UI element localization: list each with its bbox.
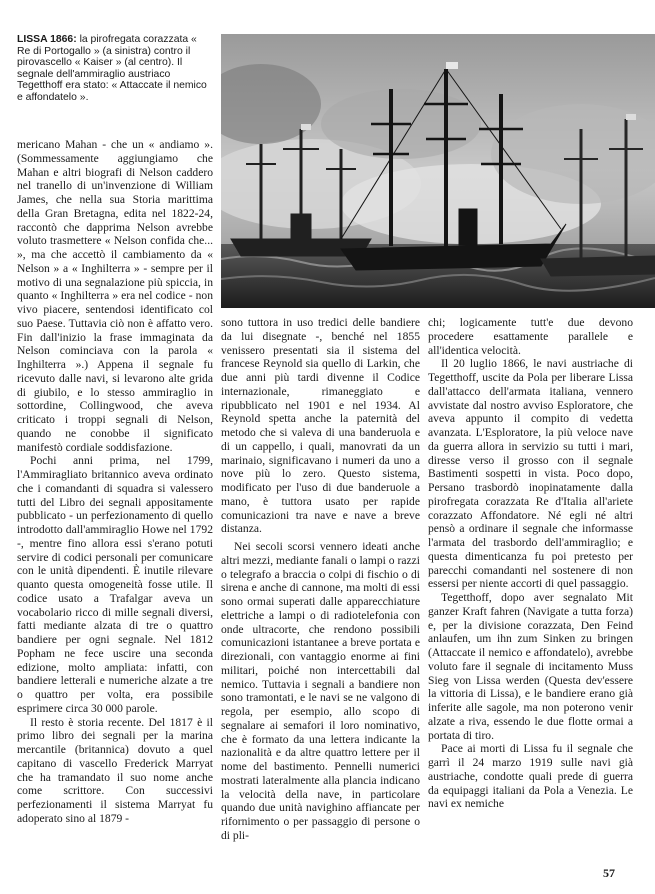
paragraph: Il resto è storia recente. Del 1817 è il primo libro dei segnali per la marina mercantile (britannica) dovuto a quel capitano di vascello Frederick Marryat che ha tramandato il suo nome anche come scrittore. Con successivi perfezionamenti il sistema Marryat fu adoperato sino al 1879 - — [17, 715, 213, 825]
caption-text: la pirofregata corazzata « Re di Portogallo » (a sinistra) contro il pirovascello « Kaiser » (al centro). Il segnale dell'ammiraglio austriaco Tegetthoff era stato: « Attaccate il nemico e affondatelo ». — [17, 34, 207, 103]
paragraph: Pochi anni prima, nel 1799, l'Ammiragliato britannico aveva ordinato che i comandanti di squadra si valessero tutti del Libro dei segnali appositamente pubblicato - un perfezionamento di quello introdotto dall'ammiraglio Howe nel 1792 -, mentre fino allora essi s'erano potuti servire di codici personali per comunicare con le unità dipendenti. È inutile rilevare quanto questa omogeneità fosse utile. Il codice usato a Trafalgar aveva un vocabolario ricco di mille segnali diversi, fatti mediante alzata di tre o quattro bandiere per ogni segnale. Nel 1812 Popham ne fece uscire una seconda edizione, molto ampliata: infatti, con bandiere letterali e numeriche alzate a tre o quattro per volta, era possibile esprimere circa 30 000 parole. — [17, 454, 213, 715]
paragraph: sono tuttora in uso tredici delle bandiere da lui disegnate -, benché nel 1855 venissero presentati sia il sistema del francese Reynold sia quello di Larkin, che due anni più tardi divenne il Codice internazionale, rimaneggiato e ripubblicato nel 1901 e nel 1934. Al Reynold spetta anche la paternità del metodo che si valeva di una banderuola e di un cappello, i quali, manovrati da un marinaio, significavano i numeri da uno a nove più lo zero. Questo sistema, modificato per l'uso di due banderuole a mano, è tuttora usato per rapide comunicazioni tra nave e nave a breve distanza. — [221, 316, 420, 536]
text-column-1 — [17, 138, 213, 826]
text-column-3 — [428, 316, 633, 811]
paragraph: Pace ai morti di Lissa fu il segnale che garrì il 24 marzo 1919 sulle navi già austriache, condotte quali prede di guerra da equipaggi italiani da Pola a Venezia. Le navi ex nemiche — [428, 742, 633, 811]
photo-caption — [17, 34, 212, 104]
page-number: 57 — [603, 866, 615, 880]
paragraph: chi; logicamente tutt'e due devono procedere esattamente parallele e all'identica velocità. — [428, 316, 633, 357]
text-column-2 — [221, 316, 420, 843]
caption-lead: LISSA 1866: — [17, 34, 77, 45]
paragraph: Nei secoli scorsi vennero ideati anche altri mezzi, mediante fanali o lampi o razzi o telegrafo a braccia o colpi di fischio o di sirena e anche di cannone, ma molti di essi sono ormai superati dalle apparecchiature elettriche a lampi o di radiotelefonia con onde ultracorte, che rendono possibili comunicazioni istantanee a breve portata e direzionali, con vantaggio enorme ai fini militari, poiché non intercettabili dal nemico. Tuttavia i segnali a bandiere non sono tramontati, e le navi se ne valgono di regola, per esempio, allo scopo di segnalare ai semafori il loro nominativo, che è formato da una lettera indicante la nazionalità e da altre quattro lettere per il nome del bastimento. Pennelli numerici mostrati lateralmente alla plancia indicano la velocità della nave, in particolare quando due unità navighino affiancate per rifornimento o per passaggio di persone o di pli- — [221, 540, 420, 842]
illustration-svg — [221, 34, 655, 308]
paragraph: Il 20 luglio 1866, le navi austriache di Tegetthoff, uscite da Pola per liberare Lissa dall'attacco dell'armata italiana, vennero avvistate dal nostro avviso Esploratore, che aveva appunto il compito di vedetta avanzata. L'Esploratore, la più veloce nave da guerra allora in servizio su tutti i mari, diresse verso il grosso con il segnale Bastimenti sospetti in vista. Poco dopo, Persano trasbordò inopinatamente dalla pirofregata corazzata Re d'Italia all'ariete corazzato Affondatore. Né egli né altri pensò a ordinare il segnale che informasse l'armata del trasbordo dell'ammiraglio; e questa dimenticanza fu poi pretesto per parecchi comandanti nel sostenere di non essersi per niente accorti di quel passaggio. — [428, 357, 633, 591]
paragraph: Tegetthoff, dopo aver segnalato Mit ganzer Kraft fahren (Navigate a tutta forza) e, per la divisione corazzata, Den Feind anlaufen, um ihn zum Sinken zu bringen (Attaccate il nemico e affondatelo), avrebbe voluto fare il segnale di incitamento Muss Sieg von Lissa werden (Questa dev'essere la vittoria di Lissa), e le bandiere erano già inferite alle sagole, ma non poterono venir alzate a riva, essendo le due flotte ormai a portata di tiro. — [428, 591, 633, 742]
naval-battle-illustration — [221, 34, 655, 308]
paragraph: mericano Mahan - che un « andiamo ». (Sommessamente aggiungiamo che Mahan e altri biografi di Nelson caddero nel tranello di un'invenzione di William James, che nella sua Storia marittima della Gran Bretagna, edita nel 1822-24, raccontò che dapprima Nelson avrebbe voluto trasmettere « Nelson confida che... », ma che accettò il cambiamento da « Nelson » a « Inghilterra » - sempre per il motivo di una segnalazione più spiccia, in quanto « Inghilterra » era nel codice - non vivo piacere, sentendosi identificato col suo Paese. Tuttavia ciò non è affatto vero. Fin dall'inizio la frase immaginata da Nelson cominciava con la parola « Inghilterra ».) Appena il segnale fu ricevuto dalle navi, si levarono alte grida di giubilo, e lo stesso ammiraglio in sottordine, Collingwood, che aveva criticato i troppi segnali di Nelson, quando ne conobbe il significato manifestò cordiale soddisfazione. — [17, 138, 213, 454]
